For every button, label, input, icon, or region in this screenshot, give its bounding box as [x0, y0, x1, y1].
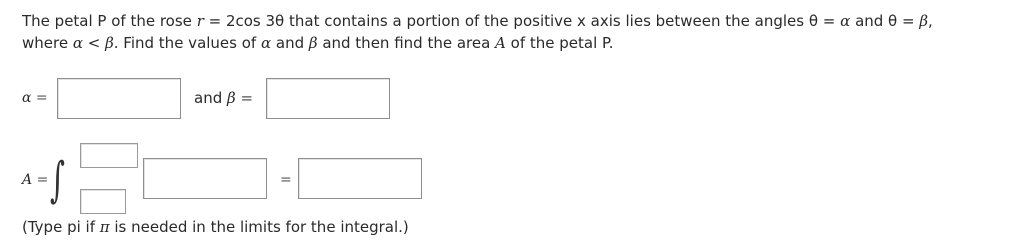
hint-text-part: (Type pi if — [22, 218, 100, 236]
problem-text: , — [928, 12, 933, 30]
problem-text: and then find the area — [317, 34, 496, 52]
alpha-label — [22, 90, 48, 106]
alpha-input[interactable] — [57, 78, 181, 119]
variable-a: A — [495, 34, 506, 52]
area-equals: = — [36, 172, 49, 188]
result-equals: = — [280, 172, 292, 188]
beta-equals: = — [240, 89, 254, 107]
integral-upper-limit-input[interactable] — [80, 143, 138, 168]
variable-alpha: α — [72, 34, 83, 52]
problem-text: of the petal P. — [505, 34, 614, 52]
problem-text: The petal P of the rose — [22, 12, 197, 30]
problem-line-1 — [22, 12, 933, 30]
beta-label — [194, 89, 253, 107]
hint-text — [22, 218, 409, 236]
variable-beta: β — [919, 12, 929, 30]
problem-line-2 — [22, 34, 614, 52]
alpha-equals: = — [35, 90, 48, 106]
and-text: and — [194, 89, 223, 107]
alpha-symbol: α — [22, 90, 32, 106]
problem-text: = 2cos 3θ that contains a portion of the positive x axis lies between the angles θ = — [203, 12, 841, 30]
variable-alpha: α — [840, 12, 851, 30]
variable-beta: β — [308, 34, 318, 52]
variable-beta: β — [105, 34, 114, 52]
problem-text: and θ = — [850, 12, 920, 30]
hint-text-part: is needed in the limits for the integral.) — [109, 218, 409, 236]
problem-text: and — [271, 34, 309, 52]
area-symbol: A — [22, 172, 33, 188]
variable-r: r — [196, 12, 204, 30]
variable-alpha: α — [260, 34, 272, 52]
beta-symbol: β — [227, 89, 236, 107]
integral-sign: ∫ — [50, 152, 66, 208]
pi-symbol: π — [99, 218, 110, 236]
area-label — [22, 172, 48, 188]
problem-text: < — [82, 34, 106, 52]
beta-input[interactable] — [266, 78, 390, 119]
problem-text: . Find the values of — [113, 34, 261, 52]
integrand-input[interactable] — [143, 158, 267, 199]
area-result-input[interactable] — [298, 158, 422, 199]
problem-text: where — [22, 34, 73, 52]
integral-lower-limit-input[interactable] — [80, 189, 126, 214]
